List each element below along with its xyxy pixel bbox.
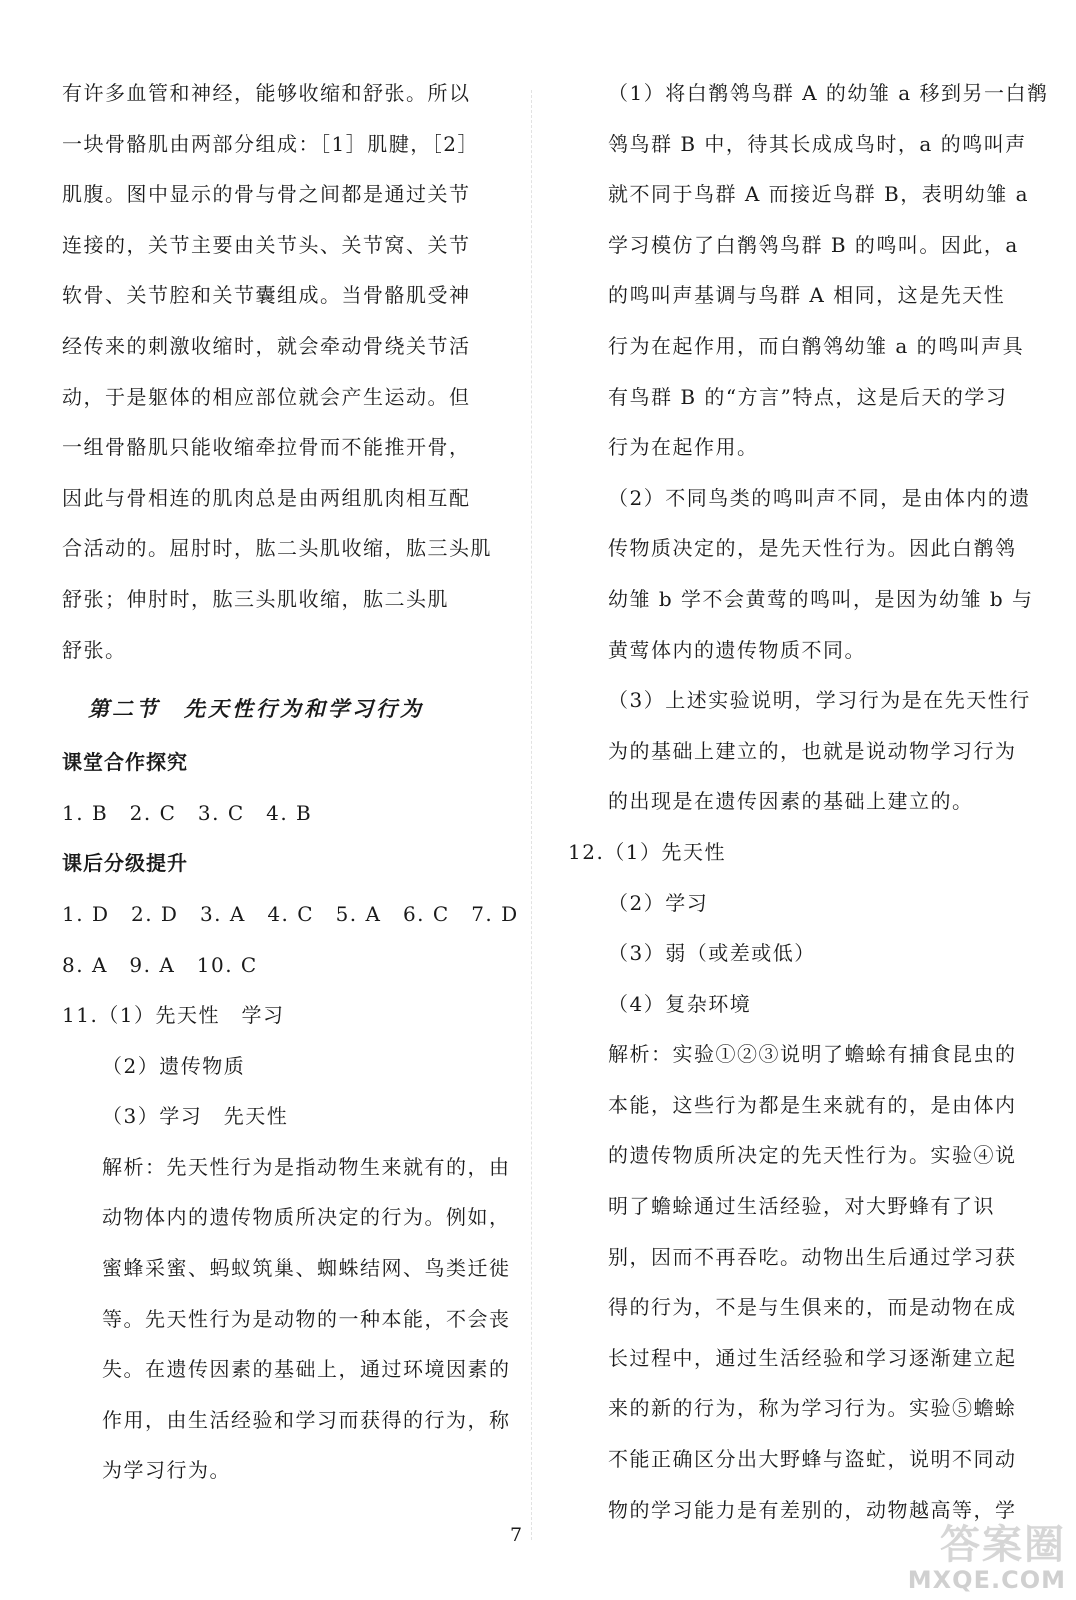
- watermark-text: 答案圈: [940, 1522, 1066, 1568]
- text-line: 的出现是在遗传因素的基础上建立的。: [608, 789, 974, 814]
- analysis-line: 解析：先天性行为是指动物生来就有的，由: [102, 1154, 511, 1179]
- watermark-logo: [876, 1522, 1066, 1592]
- question-number: 12.: [568, 839, 605, 864]
- text-line: 舒张；伸肘时，肱三头肌收缩，肱二头肌: [62, 586, 449, 611]
- analysis-line: 解析：实验①②③说明了蟾蜍有捕食昆虫的: [608, 1042, 1017, 1067]
- right-column: [568, 68, 1049, 1535]
- analysis-line: 动物体内的遗传物质所决定的行为。例如，: [102, 1205, 511, 1230]
- subsection-heading: 课堂合作探究: [62, 750, 188, 775]
- text-line: 因此与骨相连的肌肉总是由两组肌肉相互配: [62, 485, 471, 510]
- question-11-part-2: （2）遗传物质: [102, 1053, 246, 1078]
- text-line: 传物质决定的，是先天性行为。因此白鹡鸰: [608, 536, 1017, 561]
- subsection-heading: 课后分级提升: [62, 851, 188, 876]
- text-line: （2）不同鸟类的鸣叫声不同，是由体内的遗: [608, 485, 1031, 510]
- left-column: [62, 68, 519, 1496]
- analysis-line: 别，因而不再吞吃。动物出生后通过学习获: [608, 1244, 1017, 1269]
- question-11-part-3: （3）学习 先天性: [102, 1104, 289, 1129]
- text-line: 合活动的。屈肘时，肱二头肌收缩，肱三头肌: [62, 536, 492, 561]
- page-number: 7: [510, 1524, 523, 1546]
- text-line: 连接的，关节主要由关节头、关节窝、关节: [62, 232, 471, 257]
- text-line: 为的基础上建立的，也就是说动物学习行为: [608, 738, 1017, 763]
- answer-line: 1. B 2. C 3. C 4. B: [62, 800, 313, 825]
- text-line: 行为在起作用，而白鹡鸰幼雏 a 的鸣叫声具: [608, 333, 1025, 358]
- question-number: 11.: [62, 1003, 99, 1028]
- analysis-line: 不能正确区分出大野蜂与盗虻，说明不同动: [608, 1447, 1017, 1472]
- answer-line: 1. D 2. D 3. A 4. C 5. A 6. C 7. D: [62, 901, 519, 926]
- analysis-line: 为学习行为。: [102, 1458, 231, 1483]
- analysis-line: 物的学习能力是有差别的，动物越高等，学: [608, 1497, 1017, 1522]
- analysis-line: 本能，这些行为都是生来就有的，是由体内: [608, 1092, 1017, 1117]
- text-line: 鸰鸟群 B 中，待其长成成鸟时，a 的鸣叫声: [608, 131, 1027, 156]
- answer-line: 8. A 9. A 10. C: [62, 952, 258, 977]
- analysis-line: 来的新的行为，称为学习行为。实验⑤蟾蜍: [608, 1396, 1017, 1421]
- text-line: 动，于是躯体的相应部位就会产生运动。但: [62, 384, 471, 409]
- analysis-line: 作用，由生活经验和学习而获得的行为，称: [102, 1407, 511, 1432]
- text-line: 行为在起作用。: [608, 435, 759, 460]
- text-line: 经传来的刺激收缩时，就会牵动骨绕关节活: [62, 333, 471, 358]
- analysis-line: 的遗传物质所决定的先天性行为。实验④说: [608, 1143, 1017, 1168]
- text-line: 一块骨骼肌由两部分组成：［1］肌腱，［2］: [62, 131, 479, 156]
- analysis-line: 长过程中，通过生活经验和学习逐渐建立起: [608, 1345, 1017, 1370]
- analysis-line: 得的行为，不是与生俱来的，而是动物在成: [608, 1295, 1017, 1320]
- analysis-line: 失。在遗传因素的基础上，通过环境因素的: [102, 1357, 511, 1382]
- text-line: 学习模仿了白鹡鸰鸟群 B 的鸣叫。因此，a: [608, 232, 1019, 257]
- text-line: 幼雏 b 学不会黄莺的鸣叫，是因为幼雏 b 与: [608, 586, 1034, 611]
- question-12-part-1: [568, 827, 1008, 878]
- text-line: （3）上述实验说明，学习行为是在先天性行: [608, 688, 1031, 713]
- text-line: （1）将白鹡鸰鸟群 A 的幼雏 a 移到另一白鹡: [608, 81, 1049, 105]
- answer-text: （1）先天性 学习: [98, 1003, 285, 1028]
- answer-text: （1）先天性: [604, 839, 727, 864]
- watermark-url: MXQE.COM: [907, 1566, 1066, 1594]
- text-line: 有许多血管和神经，能够收缩和舒张。所以: [62, 81, 471, 105]
- question-12-part-2: （2）学习: [608, 890, 709, 915]
- text-line: 肌腹。图中显示的骨与骨之间都是通过关节: [62, 182, 471, 207]
- text-line: 黄莺体内的遗传物质不同。: [608, 637, 866, 662]
- question-12-part-4: （4）复杂环境: [608, 991, 752, 1016]
- column-divider: [531, 90, 532, 1540]
- text-line: 有鸟群 B 的“方言”特点，这是后天的学习: [608, 384, 1008, 409]
- section-title: 第二节 先天性行为和学习行为: [88, 697, 424, 722]
- analysis-line: 等。先天性行为是动物的一种本能，不会丧: [102, 1306, 511, 1331]
- text-line: 舒张。: [62, 637, 127, 662]
- analysis-line: 明了蟾蜍通过生活经验，对大野蜂有了识: [608, 1194, 995, 1219]
- analysis-line: 蜜蜂采蜜、蚂蚁筑巢、蜘蛛结网、鸟类迁徙: [102, 1256, 511, 1281]
- text-line: 就不同于鸟群 A 而接近鸟群 B，表明幼雏 a: [608, 182, 1029, 207]
- text-line: 软骨、关节腔和关节囊组成。当骨骼肌受神: [62, 283, 471, 308]
- question-12-part-3: （3）弱（或差或低）: [608, 941, 816, 966]
- text-line: 一组骨骼肌只能收缩牵拉骨而不能推开骨，: [62, 435, 471, 460]
- text-line: 的鸣叫声基调与鸟群 A 相同，这是先天性: [608, 283, 1006, 308]
- question-11-part-1: [62, 990, 498, 1041]
